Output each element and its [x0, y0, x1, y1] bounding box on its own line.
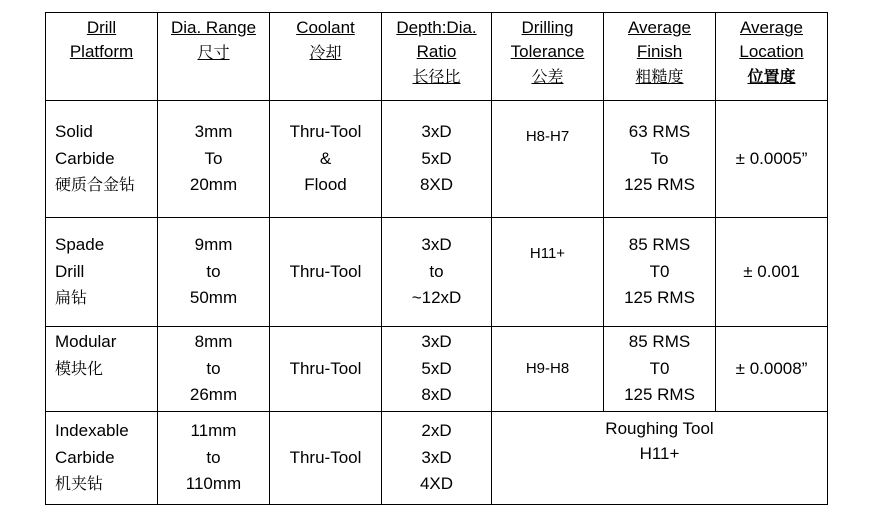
ratio-text: to — [429, 261, 444, 281]
location-text: ± 0.001 — [743, 261, 800, 281]
header-label: Platform — [69, 42, 134, 61]
coolant-text: & — [319, 148, 332, 168]
dia-text: To — [204, 148, 223, 168]
platform-chinese-text: 扁钻 — [55, 288, 88, 308]
dia-range-cell — [158, 218, 270, 327]
finish-text: 125 RMS — [624, 288, 695, 308]
merged-roughing-cell — [492, 412, 828, 505]
platform-chinese-text: 机夹钻 — [55, 474, 104, 494]
tolerance-text: H8-H7 — [525, 128, 570, 145]
ratio-text: 8XD — [419, 175, 454, 195]
tolerance-text: H11+ — [529, 245, 566, 262]
roughing-tolerance-text: H11+ — [639, 444, 680, 463]
tolerance-cell — [492, 218, 604, 327]
header-chinese-label: 长径比 — [412, 67, 461, 86]
location-text: ± 0.0008” — [735, 358, 808, 378]
header-label: Coolant — [296, 18, 355, 37]
header-drill-platform — [46, 13, 158, 101]
dia-text: to — [206, 358, 221, 378]
header-drilling-tolerance — [492, 13, 604, 101]
ratio-text: 3xD — [421, 122, 452, 142]
finish-text: T0 — [649, 261, 670, 281]
finish-cell — [604, 101, 716, 218]
finish-text: 85 RMS — [628, 235, 691, 255]
header-label: Drilling — [521, 18, 574, 37]
finish-cell — [604, 218, 716, 327]
platform-text: Modular — [55, 332, 117, 351]
header-chinese-label: 公差 — [531, 67, 564, 86]
platform-text: Solid — [55, 122, 93, 142]
location-cell — [716, 101, 828, 218]
platform-cell — [46, 218, 158, 327]
platform-text: Indexable — [55, 421, 129, 441]
coolant-text: Thru-Tool — [289, 261, 362, 281]
dia-range-cell — [158, 327, 270, 412]
header-depth-dia-ratio — [382, 13, 492, 101]
header-label: Finish — [636, 42, 683, 61]
table-row-modular — [46, 327, 828, 412]
finish-text: T0 — [649, 358, 670, 378]
dia-text: 110mm — [185, 474, 242, 494]
ratio-text: 4XD — [419, 474, 454, 494]
dia-text: 3mm — [194, 122, 233, 142]
ratio-text: 3xD — [421, 332, 452, 352]
platform-text: Carbide — [55, 447, 115, 467]
location-text: ± 0.0005” — [735, 148, 808, 168]
tolerance-cell — [492, 101, 604, 218]
header-chinese-label: 粗糙度 — [635, 67, 684, 86]
dia-text: 50mm — [189, 288, 238, 308]
ratio-text: 8xD — [421, 385, 452, 405]
header-average-finish — [604, 13, 716, 101]
coolant-cell — [270, 101, 382, 218]
platform-text: Drill — [55, 261, 85, 281]
finish-text: To — [650, 148, 669, 168]
header-label: Average — [627, 18, 691, 37]
drill-platform-table-wrapper — [45, 12, 828, 505]
ratio-text: 5xD — [421, 148, 452, 168]
platform-cell — [46, 412, 158, 505]
platform-cell — [46, 327, 158, 412]
dia-text: 20mm — [189, 175, 238, 195]
header-label: Depth:Dia. — [396, 18, 477, 37]
tolerance-cell — [492, 327, 604, 412]
header-label: Tolerance — [510, 42, 585, 61]
header-row — [46, 13, 828, 101]
finish-text: 125 RMS — [624, 385, 695, 405]
finish-cell — [604, 327, 716, 412]
header-chinese-label: 尺寸 — [197, 43, 230, 62]
header-chinese-label: 位置度 — [747, 67, 796, 86]
drill-platform-table — [45, 12, 828, 505]
platform-cell — [46, 101, 158, 218]
table-row-solid-carbide — [46, 101, 828, 218]
platform-text: Carbide — [55, 148, 115, 168]
dia-text: 9mm — [194, 235, 233, 255]
dia-text: 26mm — [189, 385, 238, 405]
ratio-cell — [382, 327, 492, 412]
finish-text: 85 RMS — [628, 332, 691, 352]
coolant-text: Thru-Tool — [289, 358, 362, 378]
header-label: Drill — [86, 18, 117, 37]
header-label: Dia. Range — [170, 18, 257, 37]
finish-text: 125 RMS — [624, 175, 695, 195]
dia-text: 11mm — [190, 421, 237, 441]
header-average-location — [716, 13, 828, 101]
location-cell — [716, 327, 828, 412]
ratio-text: 3xD — [421, 235, 452, 255]
ratio-cell — [382, 101, 492, 218]
table-row-spade-drill — [46, 218, 828, 327]
dia-range-cell — [158, 101, 270, 218]
platform-chinese-text: 硬质合金钻 — [55, 175, 136, 195]
location-cell — [716, 218, 828, 327]
header-label: Ratio — [416, 42, 457, 61]
header-label: Location — [739, 42, 804, 61]
roughing-tool-text: Roughing Tool — [605, 419, 714, 438]
coolant-text: Thru-Tool — [289, 122, 362, 142]
finish-text: 63 RMS — [628, 122, 691, 142]
dia-text: to — [206, 447, 221, 467]
table-row-indexable-carbide — [46, 412, 828, 505]
coolant-text: Thru-Tool — [289, 447, 362, 467]
coolant-cell — [270, 218, 382, 327]
platform-text: Spade — [55, 235, 105, 255]
coolant-cell — [270, 412, 382, 505]
header-label: Average — [739, 18, 803, 37]
dia-text: to — [206, 261, 221, 281]
header-chinese-label: 冷却 — [309, 43, 342, 62]
coolant-cell — [270, 327, 382, 412]
ratio-text: ~12xD — [411, 288, 462, 308]
ratio-text: 2xD — [421, 421, 452, 441]
header-coolant — [270, 13, 382, 101]
ratio-cell — [382, 218, 492, 327]
ratio-text: 3xD — [421, 447, 452, 467]
header-dia-range — [158, 13, 270, 101]
platform-chinese-text: 模块化 — [55, 358, 104, 378]
dia-range-cell — [158, 412, 270, 505]
coolant-text: Flood — [304, 175, 347, 195]
tolerance-text: H9-H8 — [525, 360, 570, 377]
dia-text: 8mm — [194, 332, 233, 352]
ratio-cell — [382, 412, 492, 505]
ratio-text: 5xD — [421, 358, 452, 378]
